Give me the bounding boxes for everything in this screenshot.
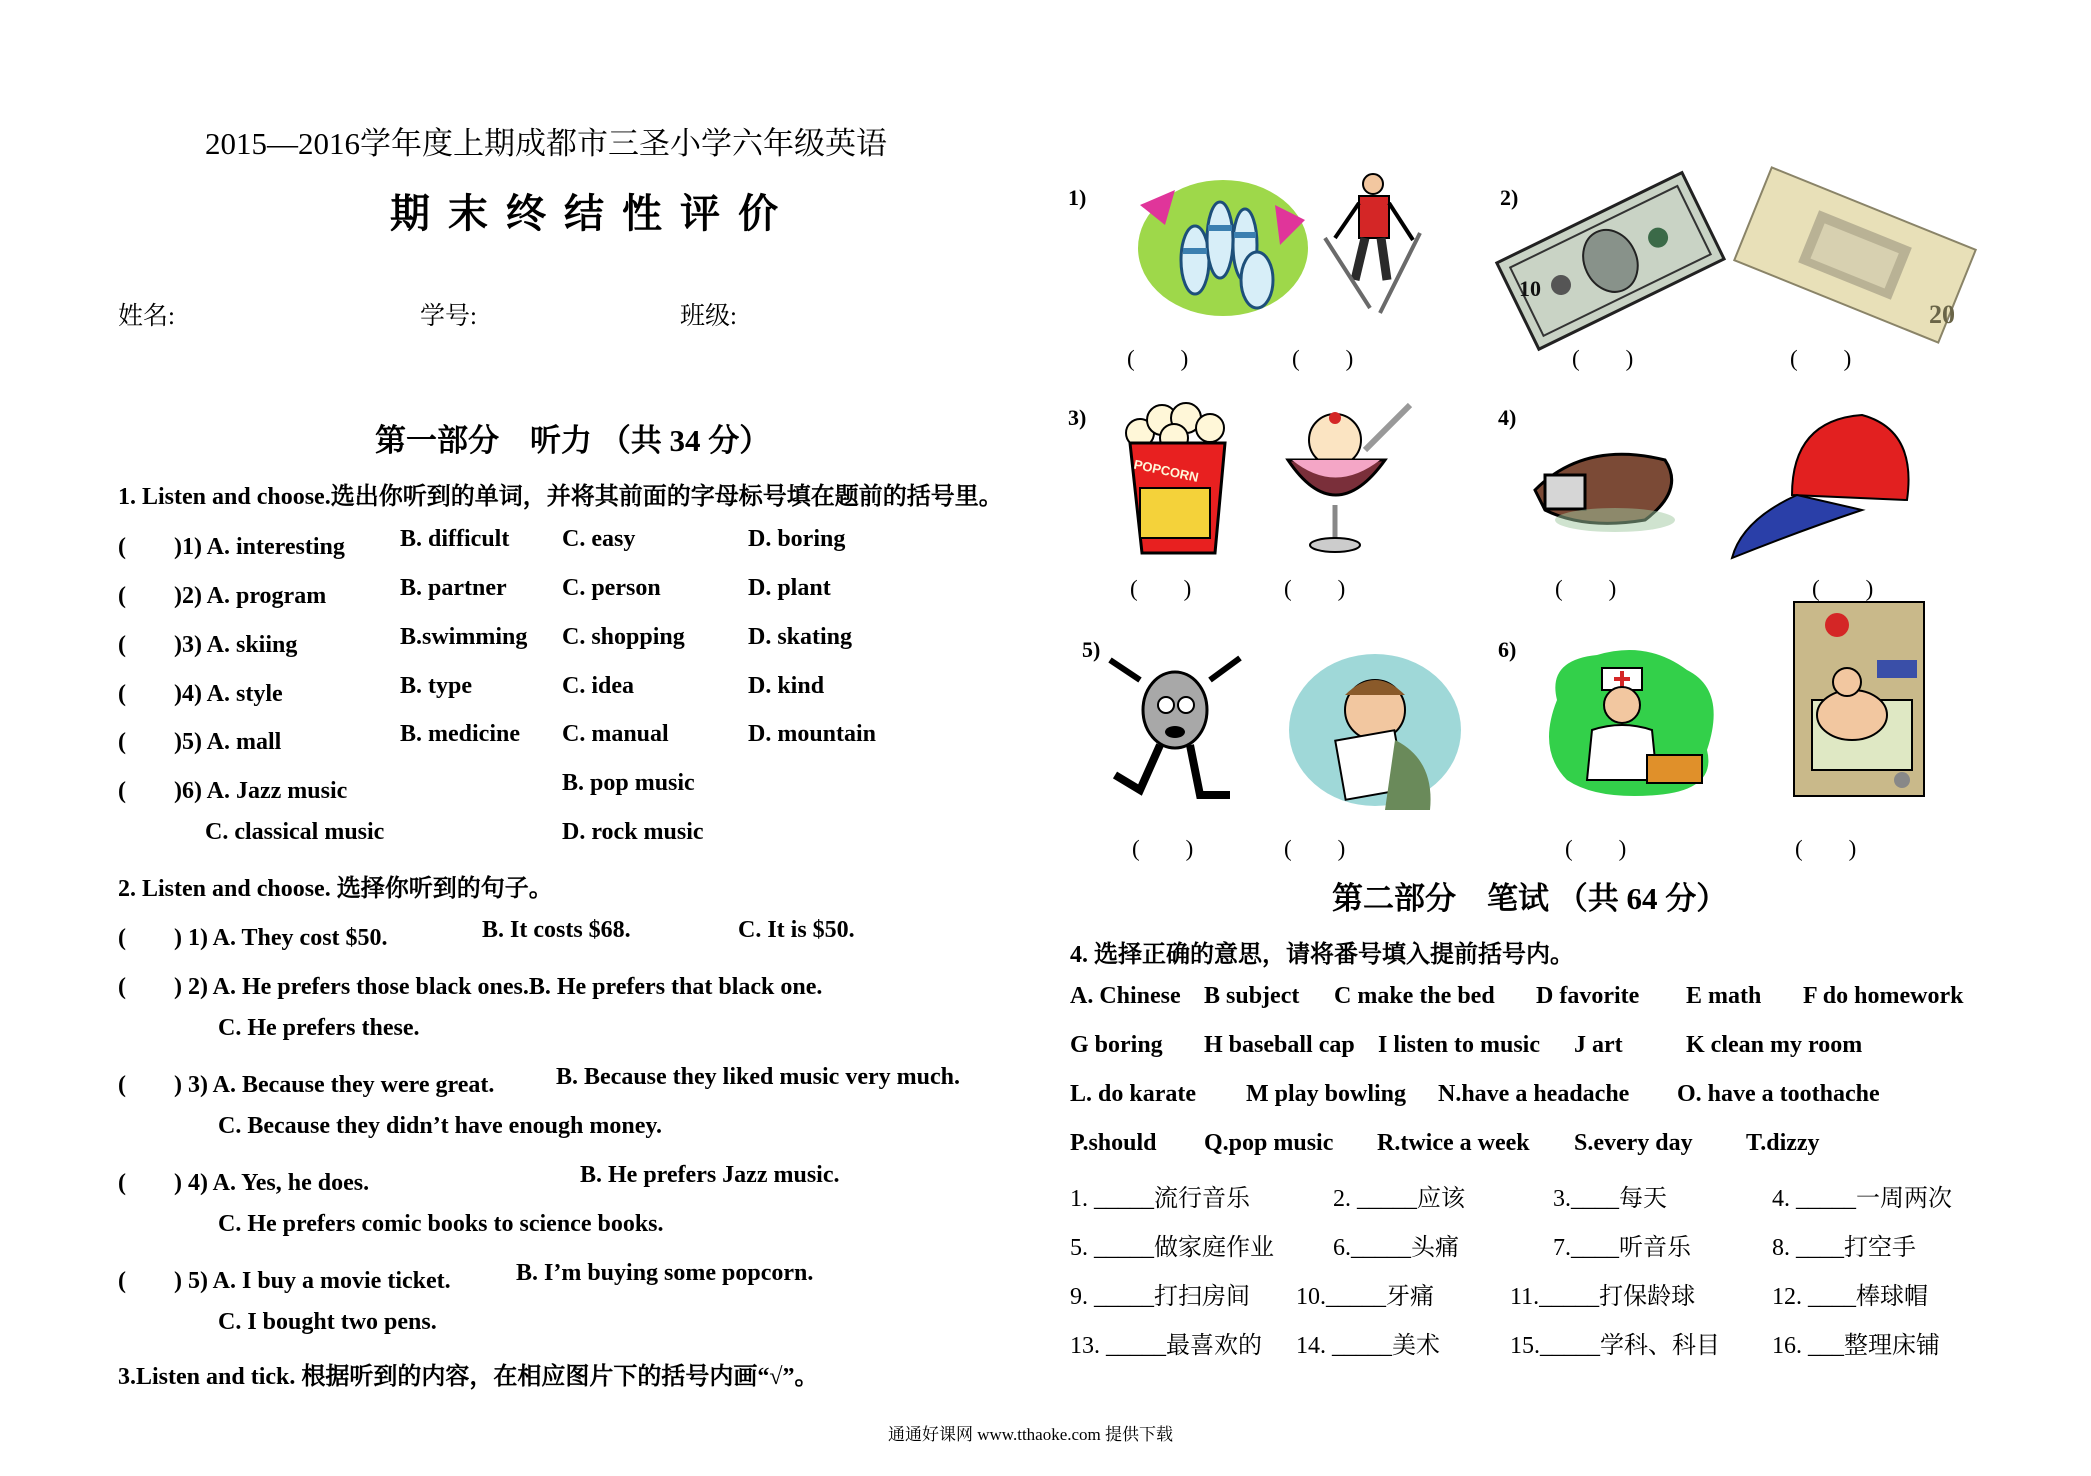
q2-s5-b: B. I’m buying some popcorn. <box>516 1260 814 1286</box>
popcorn-picture <box>1110 398 1245 563</box>
answer-paren-5a[interactable]: ( ) <box>1132 836 1194 861</box>
baseball-cap-picture <box>1722 400 1922 570</box>
q2-s4-c: C. He prefers comic books to science books. <box>218 1211 664 1237</box>
answer-paren-4b[interactable]: ( ) <box>1812 576 1874 601</box>
q4-option: L. do karate <box>1070 1081 1196 1107</box>
q4-instruction: 4. 选择正确的意思，请将番号填入提前括号内。 <box>1070 942 1574 968</box>
q1-item-3-d: D. skating <box>748 624 853 650</box>
q4-blank[interactable]: 13. _____最喜欢的 <box>1070 1333 1262 1359</box>
q4-blank[interactable]: 12. ____棒球帽 <box>1772 1284 1928 1310</box>
doctor-picture <box>1537 640 1727 800</box>
q2-s3-b: B. Because they liked music very much. <box>556 1064 960 1090</box>
q4-option: I listen to music <box>1378 1032 1540 1058</box>
answer-paren-5b[interactable]: ( ) <box>1284 836 1346 861</box>
student-id-label: 学号: <box>420 303 477 330</box>
q1-item-5-a: ( )5) A. mall <box>118 729 282 755</box>
pic-group-label-2: 2) <box>1500 185 1519 210</box>
q4-option: A. Chinese <box>1070 983 1181 1009</box>
q1-item-1-a: ( )1) A. interesting <box>118 534 345 560</box>
q4-blank[interactable]: 15._____学科、科目 <box>1510 1333 1720 1359</box>
q1-item-3-a: ( )3) A. skiing <box>118 632 298 658</box>
name-label: 姓名: <box>118 303 175 330</box>
q4-blank[interactable]: 9. _____打扫房间 <box>1070 1284 1250 1310</box>
exam-subtitle: 期末终结性评价 <box>390 191 796 236</box>
q4-option: J art <box>1574 1032 1623 1058</box>
q2-s1-c: C. It is $50. <box>738 917 855 943</box>
q1-item-5-c: C. manual <box>562 721 669 747</box>
q4-blank[interactable]: 5. _____做家庭作业 <box>1070 1235 1274 1261</box>
q1-item-6-c: C. classical music <box>205 819 385 845</box>
q1-item-5-d: D. mountain <box>748 721 877 747</box>
answer-paren-6b[interactable]: ( ) <box>1795 836 1857 861</box>
footer-credit: 通通好课网 www.tthaoke.com 提供下载 <box>888 1425 1174 1444</box>
pic-group-label-4: 4) <box>1498 405 1517 430</box>
q4-blank[interactable]: 10._____牙痛 <box>1296 1284 1434 1310</box>
q4-option: Q.pop music <box>1204 1130 1334 1156</box>
q1-item-4-a: ( )4) A. style <box>118 681 283 707</box>
q4-option: K clean my room <box>1686 1032 1863 1058</box>
twenty-dollar-bill-picture <box>1735 165 1975 345</box>
q1-instruction: 1. Listen and choose.选出你听到的单词，并将其前面的字母标号填在题前的括号里。 <box>118 484 1003 510</box>
answer-paren-3a[interactable]: ( ) <box>1130 576 1192 601</box>
q1-item-4-c: C. idea <box>562 673 634 699</box>
q4-option: P.should <box>1070 1130 1157 1156</box>
q2-s1-b: B. It costs $68. <box>482 917 631 943</box>
q4-option: B subject <box>1204 983 1300 1009</box>
q4-option: R.twice a week <box>1377 1130 1530 1156</box>
q4-option: C make the bed <box>1334 983 1495 1009</box>
q2-s1-a: ( ) 1) A. They cost $50. <box>118 925 388 951</box>
q2-s4-b: B. He prefers Jazz music. <box>580 1162 840 1188</box>
q1-item-2-c: C. person <box>562 575 661 601</box>
q2-s2-a: ( ) 2) A. He prefers those black ones.B. He prefers that black one. <box>118 974 823 1000</box>
answer-paren-1a[interactable]: ( ) <box>1127 346 1189 371</box>
answer-paren-1b[interactable]: ( ) <box>1292 346 1354 371</box>
q1-item-3-b: B.swimming <box>400 624 528 650</box>
q1-item-6-a: ( )6) A. Jazz music <box>118 778 348 804</box>
belt-picture <box>1525 430 1685 540</box>
q4-option: E math <box>1686 983 1762 1009</box>
q1-item-6-d: D. rock music <box>562 819 704 845</box>
q4-blank[interactable]: 14. _____美术 <box>1296 1333 1440 1359</box>
q3-instruction: 3.Listen and tick. 根据听到的内容，在相应图片下的括号内画“√”。 <box>118 1364 819 1390</box>
q4-option: O. have a toothache <box>1677 1081 1880 1107</box>
answer-paren-2b[interactable]: ( ) <box>1790 346 1852 371</box>
q4-blank[interactable]: 7.____听音乐 <box>1553 1235 1691 1261</box>
exam-title: 2015—2016学年度上期成都市三圣小学六年级英语 <box>205 126 887 161</box>
q4-option: T.dizzy <box>1746 1130 1820 1156</box>
q4-option: G boring <box>1070 1032 1163 1058</box>
q4-blank[interactable]: 1. _____流行音乐 <box>1070 1186 1250 1212</box>
q2-s3-a: ( ) 3) A. Because they were great. <box>118 1072 495 1098</box>
q4-blank[interactable]: 8. ____打空手 <box>1772 1235 1916 1261</box>
q1-item-2-a: ( )2) A. program <box>118 583 327 609</box>
bowling-picture <box>1135 170 1310 330</box>
twenty-denomination: 20 <box>1929 300 1955 329</box>
q4-blank[interactable]: 11._____打保龄球 <box>1510 1284 1696 1310</box>
q2-s3-c: C. Because they didn’t have enough money. <box>218 1113 663 1139</box>
q1-item-4-b: B. type <box>400 673 472 699</box>
answer-paren-3b[interactable]: ( ) <box>1284 576 1346 601</box>
q4-blank[interactable]: 2. _____应该 <box>1333 1186 1465 1212</box>
ten-dollar-bill-picture <box>1495 168 1725 353</box>
q2-s5-c: C. I bought two pens. <box>218 1309 437 1335</box>
pic-group-label-3: 3) <box>1068 405 1087 430</box>
q4-option: S.every day <box>1574 1130 1693 1156</box>
q4-blank[interactable]: 4. _____一周两次 <box>1772 1186 1952 1212</box>
q4-blank[interactable]: 6._____头痛 <box>1333 1235 1459 1261</box>
q4-option: M play bowling <box>1246 1081 1407 1107</box>
q1-item-4-d: D. kind <box>748 673 825 699</box>
q1-item-2-d: D. plant <box>748 575 831 601</box>
q4-blank[interactable]: 3.____每天 <box>1553 1186 1667 1212</box>
q1-item-1-c: C. easy <box>562 526 636 552</box>
q1-item-6-b: B. pop music <box>562 770 695 796</box>
skiing-picture <box>1325 168 1425 318</box>
pic-group-label-1: 1) <box>1068 185 1087 210</box>
part2-title: 第二部分 笔试 （共 64 分） <box>1332 881 1728 916</box>
q2-s4-a: ( ) 4) A. Yes, he does. <box>118 1170 370 1196</box>
q1-item-5-b: B. medicine <box>400 721 520 747</box>
pic-group-label-6: 6) <box>1498 637 1517 662</box>
q2-s5-a: ( ) 5) A. I buy a movie ticket. <box>118 1268 451 1294</box>
q4-option: D favorite <box>1536 983 1640 1009</box>
ice-cream-picture <box>1280 400 1420 560</box>
q2-instruction: 2. Listen and choose. 选择你听到的句子。 <box>118 876 553 902</box>
q4-option: F do homework <box>1803 983 1964 1009</box>
q4-blank[interactable]: 16. ___整理床铺 <box>1772 1333 1940 1359</box>
headache-picture <box>1285 650 1465 815</box>
toothache-picture <box>1792 600 1927 800</box>
answer-paren-4a[interactable]: ( ) <box>1555 576 1617 601</box>
pic-group-label-5: 5) <box>1082 637 1101 662</box>
q2-s2-c: C. He prefers these. <box>218 1015 420 1041</box>
q4-option: N.have a headache <box>1438 1081 1630 1107</box>
part1-title: 第一部分 听力 （共 34 分） <box>375 423 771 458</box>
q1-item-3-c: C. shopping <box>562 624 685 650</box>
q1-item-1-d: D. boring <box>748 526 846 552</box>
q1-item-2-b: B. partner <box>400 575 507 601</box>
dizzy-man-picture <box>1100 650 1250 810</box>
class-label: 班级: <box>680 303 737 330</box>
q4-option: H baseball cap <box>1204 1032 1355 1058</box>
ten-denomination: 10 <box>1519 276 1541 301</box>
q1-item-1-b: B. difficult <box>400 526 510 552</box>
answer-paren-6a[interactable]: ( ) <box>1565 836 1627 861</box>
popcorn-box-text: POPCORN <box>1132 456 1200 485</box>
answer-paren-2a[interactable]: ( ) <box>1572 346 1634 371</box>
